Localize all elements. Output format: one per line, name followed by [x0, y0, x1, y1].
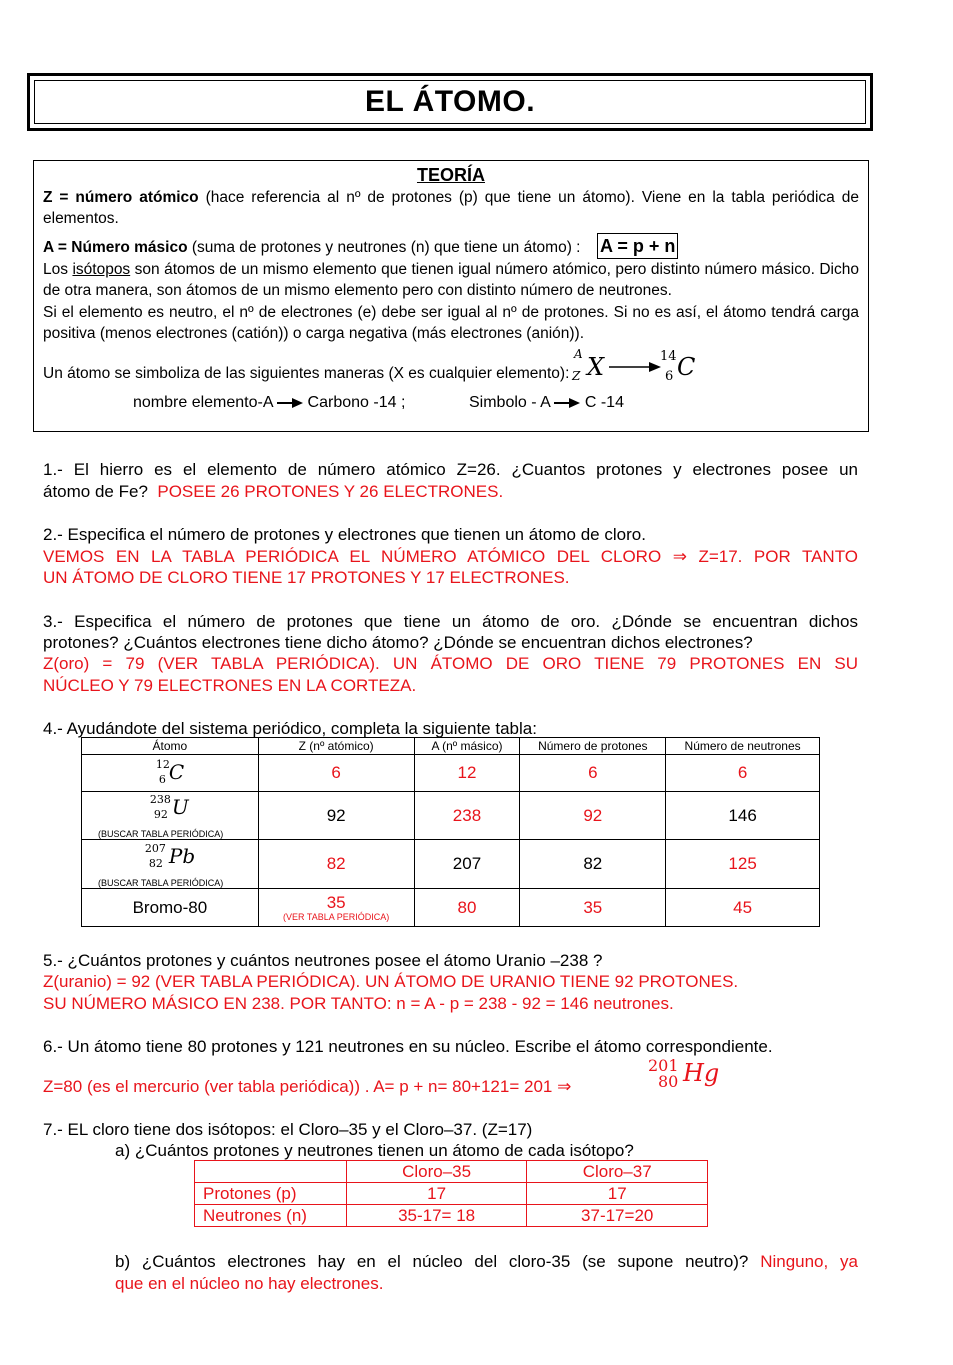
- header-z: Z (nº atómico): [258, 738, 414, 755]
- q6-question: 6.- Un átomo tiene 80 protones y 121 neutrones en su núcleo. Escribe el átomo correspondiente.: [43, 1037, 773, 1056]
- q4-question: 4.- Ayudándote del sistema periódico, completa la siguiente tabla:: [43, 719, 537, 738]
- row-label: Protones (p): [195, 1183, 347, 1205]
- title-box: [27, 73, 873, 131]
- z-cell: 82: [258, 840, 414, 889]
- generic-mass: A: [574, 347, 583, 361]
- iso-prefix: Los: [43, 261, 73, 278]
- mercury-element: Hg: [683, 1059, 720, 1087]
- header-protons: Número de protones: [520, 738, 666, 755]
- q3-line1: 3.- Especifica el número de protones que tiene un átomo de oro. ¿Dónde se encuentran dichos: [43, 612, 858, 631]
- table-row: [82, 889, 820, 927]
- carbon-mass: 14: [660, 349, 677, 364]
- table-header-row: [82, 738, 820, 755]
- protons-cell: 6: [520, 755, 666, 792]
- generic-element: X: [587, 353, 605, 381]
- atom-number: 82: [148, 856, 163, 870]
- q2-question: 2.- Especifica el número de protones y electrones que tienen un átomo de cloro.: [43, 525, 646, 544]
- table-row: [82, 792, 820, 840]
- atom-mass: 207: [144, 841, 166, 855]
- neutrons-cell: 125: [666, 840, 820, 889]
- q3-answer-line1: Z(oro) = 79 (VER TABLA PERIÓDICA). UN ÁTOMO DE ORO TIENE 79 PROTONES EN SU: [43, 654, 858, 673]
- mercury-number: 80: [658, 1072, 679, 1091]
- cell-value: 37-17=20: [527, 1205, 708, 1227]
- atom-symbol: [152, 757, 188, 789]
- iso-text: son átomos de un mismo elemento que tienen igual número atómico, pero distinto número másico. Dicho: [130, 261, 859, 278]
- z-cell: 6: [258, 755, 414, 792]
- q5-question: 5.- ¿Cuántos protones y cuántos neutrones posee el átomo Uranio –238 ?: [43, 951, 603, 970]
- q5-answer-line1: Z(uranio) = 92 (VER TABLA PERIÓDICA). UN ÁTOMO DE URANIO TIENE 92 PROTONES.: [43, 972, 739, 991]
- atom-symbol: [145, 841, 195, 873]
- theory-symbol-line: Un átomo se simboliza de las siguientes maneras (X es cualquier elemento):: [43, 365, 570, 382]
- protons-cell: 35: [520, 889, 666, 927]
- a-cell: 238: [414, 792, 520, 840]
- header-neutrons: Número de neutrones: [666, 738, 820, 755]
- q3-line2: protones? ¿Cuántos electrones tiene dicho átomo? ¿Dónde se encuentran dichos electrones?: [43, 633, 753, 652]
- atom-cell: [82, 840, 259, 889]
- z-value: 35: [326, 893, 346, 912]
- atom-cell: [82, 755, 259, 792]
- a-cell: 80: [414, 889, 520, 927]
- chlorine-header-blank: [195, 1161, 347, 1183]
- theory-isotope-line1: [43, 261, 859, 279]
- z-label: Z = número atómico: [43, 189, 199, 206]
- atom-symbol: [148, 792, 192, 824]
- q7-part-a: a) ¿Cuántos protones y neutrones tienen un átomo de cada isótopo?: [115, 1141, 634, 1160]
- q5-answer-line2: SU NÚMERO MÁSICO EN 238. POR TANTO: n = A - p = 238 - 92 = 146 neutrones.: [43, 994, 674, 1013]
- atom-mass: 12: [155, 758, 170, 771]
- atom-mass: 238: [149, 793, 171, 806]
- q6-answer: Z=80 (es el mercurio (ver tabla periódica)) . A= p + n= 80+121= 201 ⇒: [43, 1077, 572, 1096]
- carbon-element: C: [677, 353, 696, 381]
- q1-text: átomo de Fe?: [43, 482, 148, 501]
- carbon-number: 6: [665, 369, 674, 384]
- chlorine-header-37: Cloro–37: [527, 1161, 708, 1183]
- atom-number: 6: [158, 773, 166, 786]
- name-example-right: Carbono -14 ;: [307, 394, 406, 411]
- theory-heading: TEORÍA: [416, 165, 485, 185]
- mercury-symbol: [646, 1056, 726, 1096]
- atom-note: (BUSCAR TABLA PERIÓDICA): [98, 829, 224, 839]
- neutrons-cell: 6: [666, 755, 820, 792]
- protons-cell: 82: [520, 840, 666, 889]
- generic-symbol: [570, 347, 605, 387]
- q1-answer: POSEE 26 PROTONES Y 26 ELECTRONES.: [157, 482, 504, 501]
- row-label: Neutrones (n): [195, 1205, 347, 1227]
- q7-part-b-answer-line2: que en el núcleo no hay electrones.: [115, 1274, 384, 1293]
- isotope-word: isótopos: [72, 261, 131, 278]
- theory-z-line2: elementos.: [43, 210, 119, 227]
- atoms-table: [81, 737, 820, 927]
- z-note: (VER TABLA PERIÓDICA): [283, 912, 390, 922]
- chlorine-table: [194, 1160, 708, 1227]
- q1-line2: [43, 481, 503, 503]
- z-cell: [258, 889, 414, 927]
- cell-value: 35-17= 18: [346, 1205, 527, 1227]
- title-inner-frame: [34, 80, 866, 124]
- symbol-example-right: C -14: [584, 394, 624, 411]
- generic-number: Z: [572, 369, 581, 383]
- q7-part-b-answer: Ninguno, ya: [760, 1252, 858, 1271]
- theory-neutral-line1: Si el elemento es neutro, el nº de electrones (e) debe ser igual al nº de protones. Si no es así, el átomo tendrá carga: [43, 304, 859, 321]
- atom-element: U: [171, 795, 189, 819]
- q1-line1: 1.- El hierro es el elemento de número atómico Z=26. ¿Cuantos protones y electrones posee un: [43, 460, 858, 479]
- header-atom: Átomo: [82, 738, 259, 755]
- carbon-symbol: [656, 347, 696, 387]
- a-label: A = Número másico: [43, 239, 188, 256]
- atom-name-cell: Bromo-80: [82, 889, 259, 927]
- chlorine-header-35: Cloro–35: [346, 1161, 527, 1183]
- q2-answer-line1: VEMOS EN LA TABLA PERIÓDICA EL NÚMERO ATÓMICO DEL CLORO ⇒ Z=17. POR TANTO: [43, 547, 858, 566]
- theory-box: [33, 160, 869, 432]
- atom-element: Pb: [168, 843, 196, 868]
- page-title: EL ÁTOMO.: [364, 85, 536, 118]
- q7-question: 7.- EL cloro tiene dos isótopos: el Cloro–35 y el Cloro–37. (Z=17): [43, 1120, 533, 1139]
- symbol-example-left: Simbolo - A: [469, 394, 550, 411]
- theory-isotope-line2: de otra manera, son átomos de un mismo elemento pero con distinto número de neutrones.: [43, 282, 672, 299]
- q7-part-b: [115, 1251, 858, 1273]
- z-cell: 92: [258, 792, 414, 840]
- table-row: [195, 1205, 708, 1227]
- a-cell: 207: [414, 840, 520, 889]
- neutrons-cell: 45: [666, 889, 820, 927]
- name-example-left: nombre elemento-A: [133, 394, 273, 411]
- atom-number: 92: [153, 808, 168, 821]
- table-row: [82, 840, 820, 889]
- q2-answer-line2: UN ÁTOMO DE CLORO TIENE 17 PROTONES Y 17 ELECTRONES.: [43, 568, 570, 587]
- cell-value: 17: [527, 1183, 708, 1205]
- a-text: (suma de protones y neutrones (n) que tiene un átomo) :: [187, 239, 581, 256]
- atom-cell: [82, 792, 259, 840]
- neutrons-cell: 146: [666, 792, 820, 840]
- arrow-right-icon: [277, 397, 303, 409]
- table-row: [82, 755, 820, 792]
- symbol-example: [469, 394, 624, 412]
- table-row: [195, 1183, 708, 1205]
- header-a: A (nº másico): [414, 738, 520, 755]
- arrow-right-icon: [554, 397, 580, 409]
- mercury-mass: 201: [648, 1056, 679, 1075]
- a-cell: 12: [414, 755, 520, 792]
- chlorine-header-row: [195, 1161, 708, 1183]
- name-example: [133, 394, 405, 412]
- atom-note: (BUSCAR TABLA PERIÓDICA): [98, 877, 224, 888]
- theory-a-line: [43, 239, 580, 257]
- z-text: (hace referencia al nº de protones (p) que tiene un átomo). Viene en la tabla periódica de: [198, 189, 859, 206]
- atom-element: C: [168, 760, 185, 784]
- q7-part-b-text: b) ¿Cuántos electrones hay en el núcleo del cloro-35 (se supone neutro)?: [115, 1252, 749, 1271]
- cell-value: 17: [346, 1183, 527, 1205]
- arrow-right-icon: [609, 360, 661, 374]
- theory-neutral-line2: positiva (menos electrones (catión)) o carga negativa (más electrones (anión)).: [43, 325, 585, 342]
- protons-cell: 92: [520, 792, 666, 840]
- q3-answer-line2: NÚCLEO Y 79 ELECTRONES EN LA CORTEZA.: [43, 676, 417, 695]
- theory-z-line1: [43, 189, 859, 207]
- a-formula-box: A = p + n: [597, 233, 678, 259]
